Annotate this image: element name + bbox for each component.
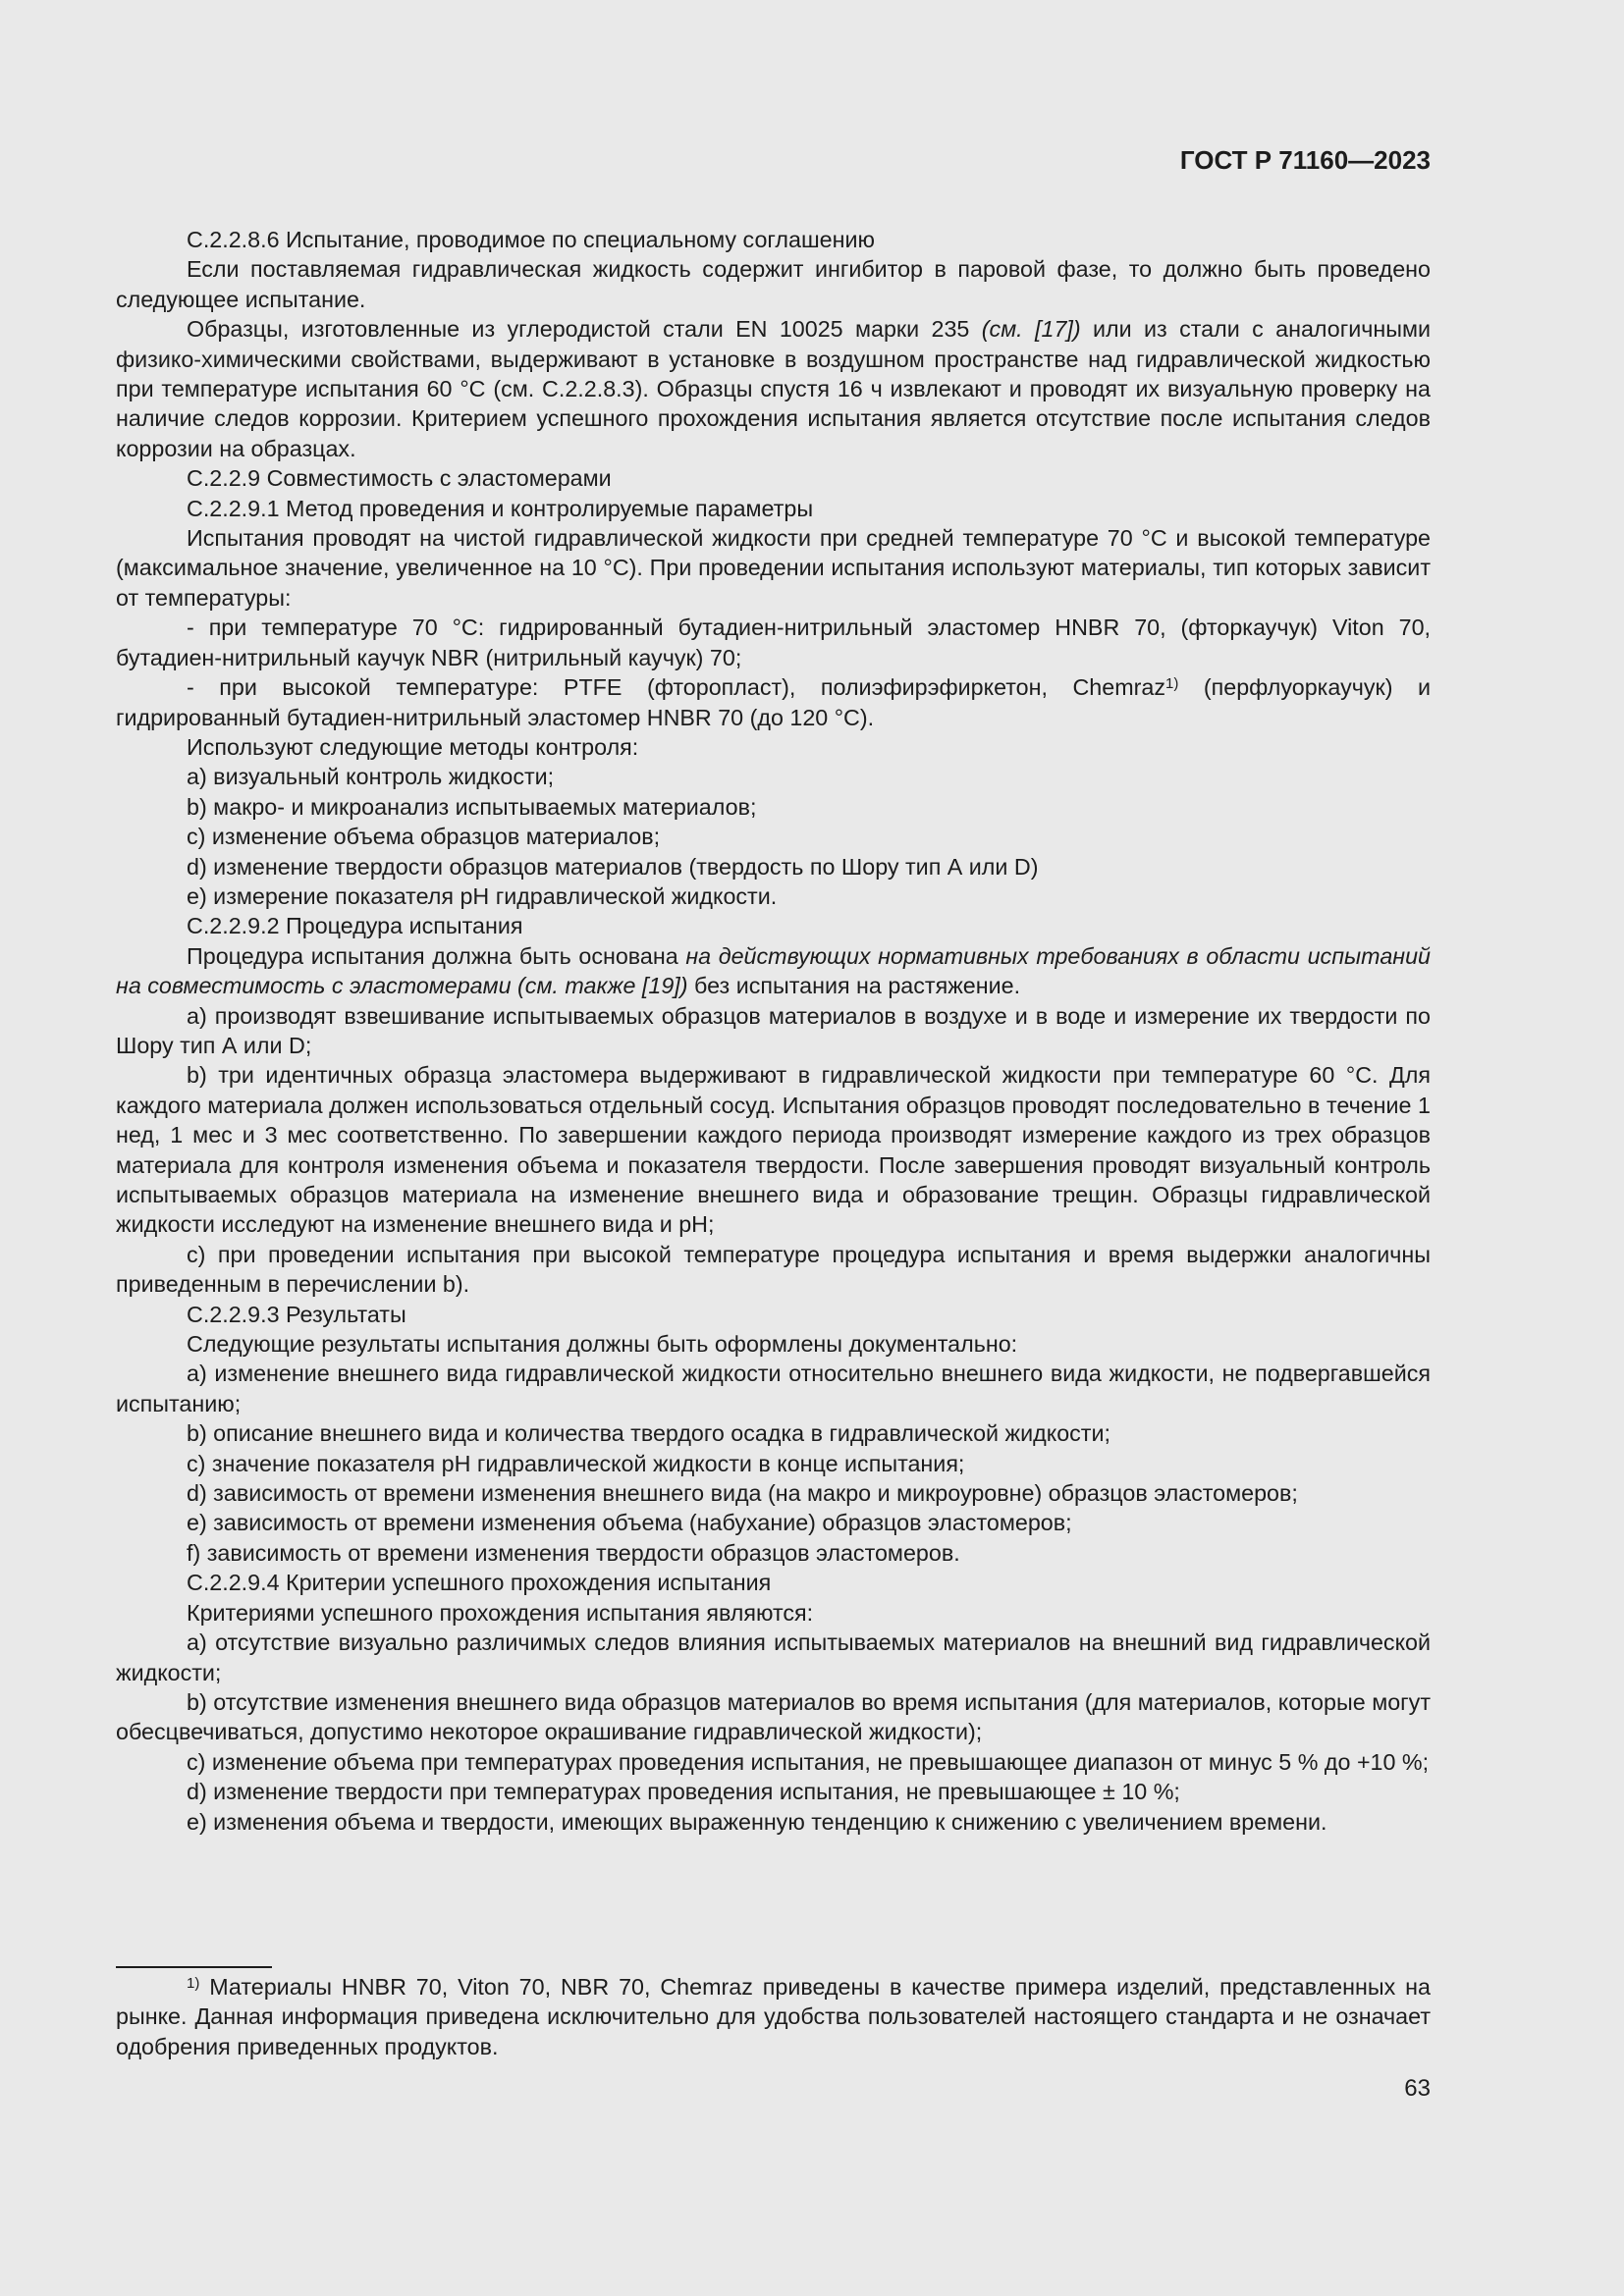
section-heading: С.2.2.9 Совместимость с эластомерами [187, 465, 612, 492]
list-item: с) при проведении испытания при высокой температуре процедура испытания и время выдержки аналогичны приведенным в перечислении b). [116, 1241, 1431, 1298]
paragraph: Процедура испытания должна быть основана на действующих нормативных требованиях в области испытаний на совместимость с эластомерами (см. также [19]) без испытания на растяжение. [116, 942, 1432, 999]
footnote-text: Материалы HNBR 70, Viton 70, NBR 70, Chemraz приведены в качестве примера изделий, представленных на рынке. Данная информация приведена исключительно для удобства пользователей настоящего стандарта и не означает одобрения приведенных продуктов. [116, 1974, 1431, 2059]
list-item: с) изменение объема при температурах проведения испытания, не превышающее диапазон от минус 5 % до +10 %; [187, 1748, 1430, 1775]
list-item: с) изменение объема образцов материалов; [187, 824, 661, 850]
list-item: а) производят взвешивание испытываемых образцов материалов в воздухе и в воде и измерение их твердости по Шору тип А или D; [116, 1002, 1431, 1058]
section-heading: С.2.2.9.2 Процедура испытания [187, 913, 523, 939]
section-heading: С.2.2.8.6 Испытание, проводимое по специальному соглашению [187, 227, 875, 252]
list-item: b) макро- и микроанализ испытываемых материалов; [187, 793, 757, 820]
list-item: а) визуальный контроль жидкости; [187, 764, 555, 790]
list-item: b) отсутствие изменения внешнего вида образцов материалов во время испытания (для материалов, которые могут обесцвечиваться, допустимо некоторое окрашивание гидравлической жидкости); [116, 1688, 1431, 1745]
footnote [116, 1972, 1431, 2061]
list-item: а) отсутствие визуально различимых следов влияния испытываемых материалов на внешний вид гидравлической жидкости; [116, 1629, 1431, 1685]
section-heading: С.2.2.9.4 Критерии успешного прохождения испытания [187, 1570, 772, 1596]
list-item: d) зависимость от времени изменения внешнего вида (на макро и микроуровне) образцов эластомеров; [187, 1480, 1298, 1507]
list-item: f) зависимость от времени изменения твердости образцов эластомеров. [187, 1539, 960, 1566]
list-item: d) изменение твердости при температурах проведения испытания, не превышающее ± 10 %; [187, 1779, 1180, 1805]
footnote-ref: 1) [1165, 675, 1179, 693]
footnote-divider [116, 1966, 272, 1968]
list-item: е) изменения объема и твердости, имеющих выраженную тенденцию к снижению с увеличением времени. [187, 1808, 1327, 1835]
page-number: 63 [1404, 2075, 1431, 2102]
paragraph: Образцы, изготовленные из углеродистой стали EN 10025 марки 235 (см. [17]) или из стали с аналогичными физико-химическими свойствами, выдерживают в установке в воздушном пространстве над гидравлической жидкостью при температуре испытания 60 °С (см. С.2.2.8.3). Образцы спустя 16 ч извлекают и проводят их визуальную проверку на наличие следов коррозии. Критерием успешного прохождения испытания является отсутствие после испытания следов коррозии на образцах. [116, 316, 1431, 461]
section-heading: С.2.2.9.3 Результаты [187, 1301, 406, 1327]
list-item: е) зависимость от времени изменения объема (набухание) образцов эластомеров; [187, 1510, 1072, 1536]
list-item: d) изменение твердости образцов материалов (твердость по Шору тип А или D) [187, 853, 1039, 880]
list-item: - при температуре 70 °С: гидрированный бутадиен-нитрильный эластомер HNBR 70, (фторкаучук) Viton 70, бутадиен-нитрильный каучук NBR (нитрильный каучук) 70; [116, 614, 1431, 670]
document-id: ГОСТ Р 71160—2023 [1179, 145, 1431, 175]
paragraph: Если поставляемая гидравлическая жидкость содержит ингибитор в паровой фазе, то должно быть проведено следующее испытание. [116, 256, 1431, 312]
main-text [116, 225, 1431, 1837]
section-heading: С.2.2.9.1 Метод проведения и контролируемые параметры [187, 495, 814, 521]
list-item: е) измерение показателя pH гидравлической жидкости. [187, 882, 778, 909]
list-item: b) описание внешнего вида и количества твердого осадка в гидравлической жидкости; [187, 1420, 1110, 1447]
list-item: b) три идентичных образца эластомера выдерживают в гидравлической жидкости при температуре 60 °С. Для каждого материала должен использоваться отдельный сосуд. Испытания образцов проводят последовательно в течение 1 нед, 1 мес и 3 мес соответственно. По завершении каждого периода производят измерение каждого из трех образцов материала для контроля изменения объема и показателя твердости. После завершения проводят визуальный контроль испытываемых образцов материала на изменение внешнего вида и образование трещин. Образцы гидравлической жидкости исследуют на изменение внешнего вида и pH; [116, 1062, 1431, 1238]
paragraph: Критериями успешного прохождения испытания являются: [187, 1599, 814, 1626]
list-item: с) значение показателя pH гидравлической жидкости в конце испытания; [187, 1450, 965, 1476]
list-item: - при высокой температуре: PTFE (фторопласт), полиэфирэфиркетон, Chemraz$^{1)}$ (перфлуоркаучук) и гидрированный бутадиен-нитрильный эластомер HNBR 70 (до 120 °С). [116, 674, 1432, 730]
list-item: а) изменение внешнего вида гидравлической жидкости относительно внешнего вида жидкости, не подвергавшейся испытанию; [116, 1361, 1431, 1416]
paragraph: Используют следующие методы контроля: [187, 733, 639, 760]
paragraph: Следующие результаты испытания должны быть оформлены документально: [187, 1331, 1018, 1358]
paragraph: Испытания проводят на чистой гидравлической жидкости при средней температуре 70 °С и высокой температуре (максимальное значение, увеличенное на 10 °С). При проведении испытания используют материалы, тип которых зависит от температуры: [116, 525, 1431, 611]
footnote-mark: 1) [187, 1975, 200, 1992]
